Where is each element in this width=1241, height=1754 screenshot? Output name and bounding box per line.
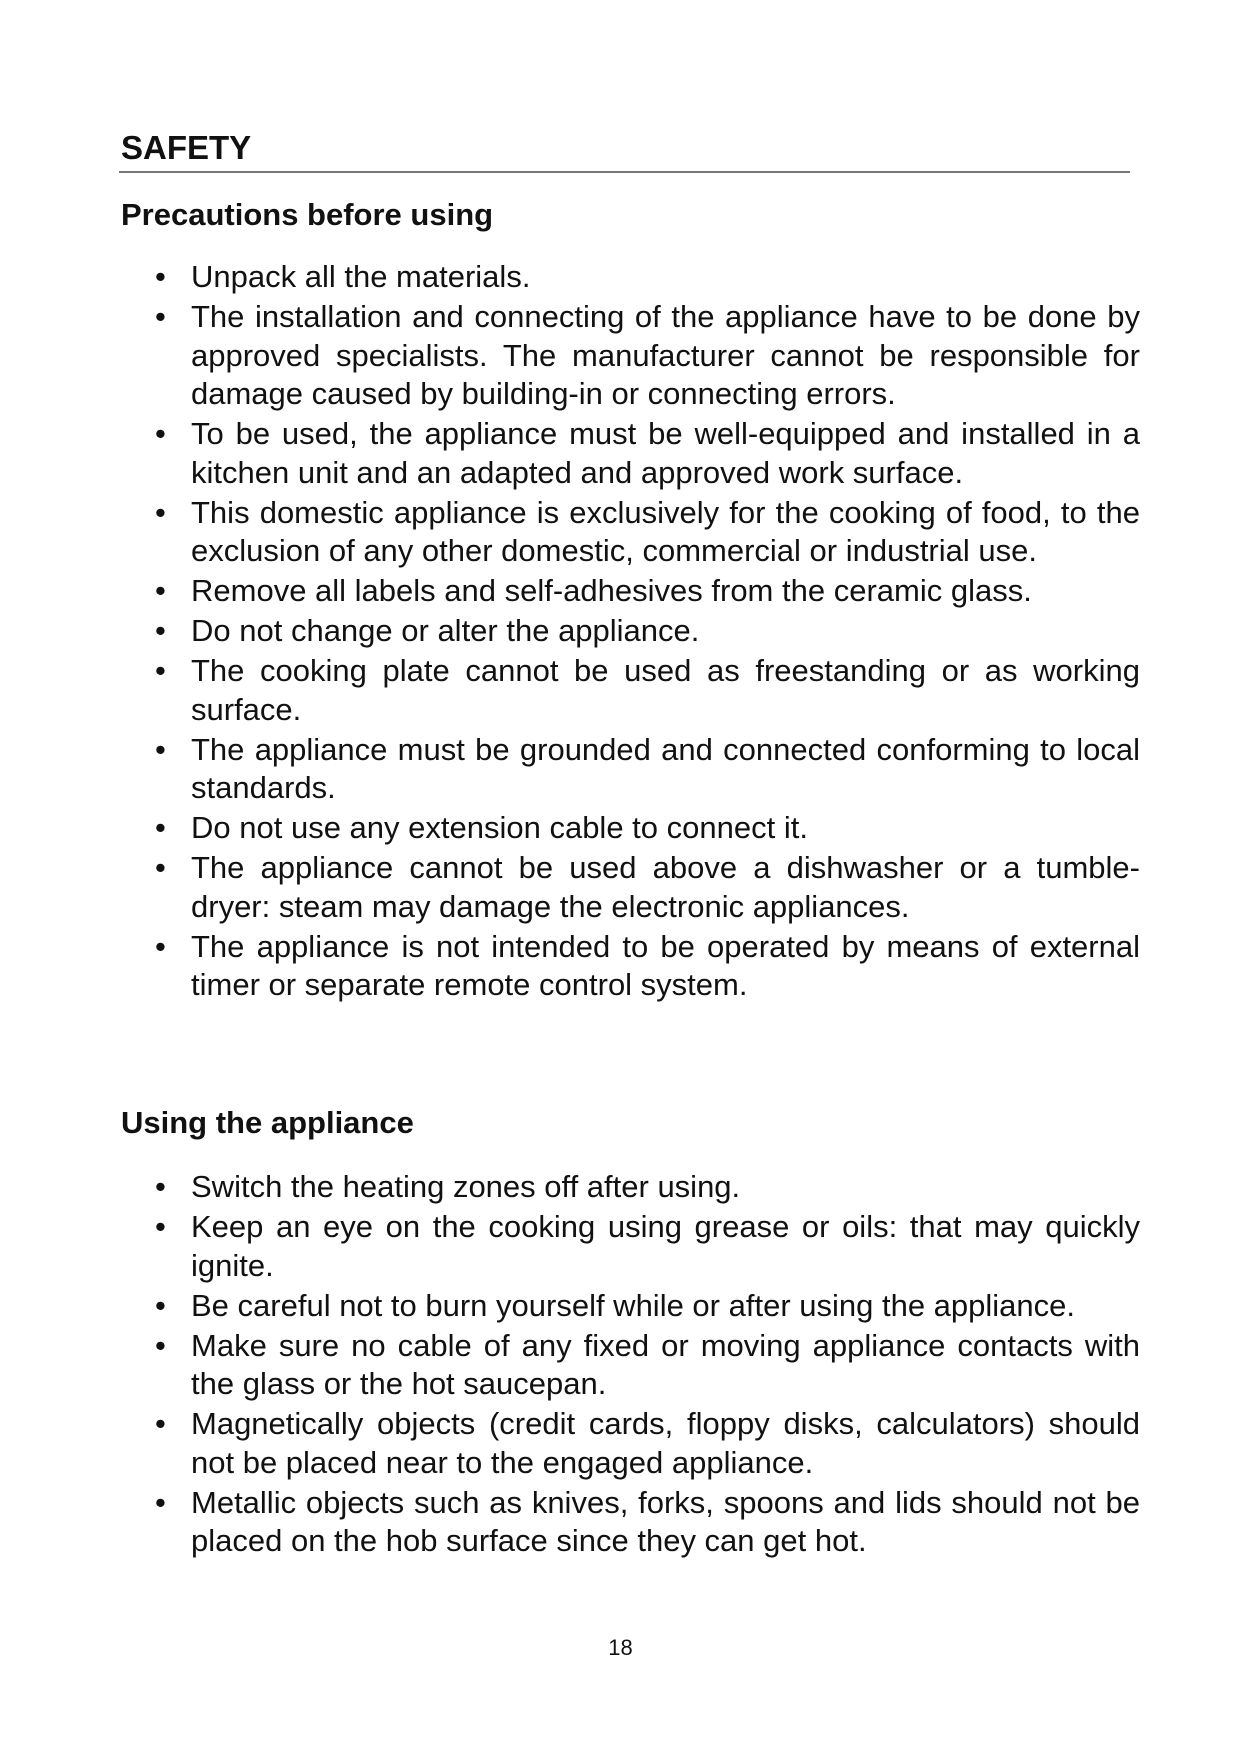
bullet-icon: • [155, 494, 166, 530]
bullet-icon: • [155, 1327, 166, 1363]
list-item-text: Magnetically objects (credit cards, floppy disks, calculators) should not be placed near to the engaged appliance. [191, 1406, 1140, 1480]
list-item-text: Metallic objects such as knives, forks, spoons and lids should not be placed on the hob surface since they can get hot. [191, 1484, 1140, 1558]
bullet-icon: • [155, 259, 166, 294]
list-item [155, 612, 1140, 651]
bullet-icon: • [155, 850, 166, 885]
bullet-icon: • [155, 653, 166, 688]
list-item [155, 258, 1140, 297]
bullet-icon: • [155, 928, 166, 964]
list-item [155, 572, 1140, 611]
list-item-text: The appliance must be grounded and connected conforming to local standards. [191, 731, 1140, 805]
list-item-text: Switch the heating zones off after using. [191, 1169, 741, 1204]
bullet-icon: • [155, 810, 166, 845]
list-item-text: Make sure no cable of any fixed or moving appliance contacts with the glass or the hot saucepan. [191, 1327, 1140, 1401]
list-item [155, 731, 1140, 808]
list-item [155, 1484, 1140, 1561]
bullet-icon: • [155, 1287, 166, 1323]
list-item [155, 1208, 1140, 1285]
bullet-icon: • [155, 416, 166, 451]
bullet-icon: • [155, 613, 166, 648]
bullet-icon: • [155, 299, 166, 334]
section-heading-precautions: Precautions before using [121, 197, 494, 232]
precautions-list [155, 258, 1140, 1006]
list-item [155, 1287, 1140, 1326]
list-item-text: To be used, the appliance must be well-equipped and installed in a kitchen unit and an adapted and approved work surface. [191, 416, 1140, 490]
page-title: SAFETY [121, 129, 252, 166]
list-item-text: The cooking plate cannot be used as freestanding or as working surface. [191, 653, 1140, 727]
list-item [155, 849, 1140, 926]
list-item-text: This domestic appliance is exclusively for the cooking of food, to the exclusion of any other domestic, commercial or industrial use. [191, 494, 1140, 568]
list-item-text: Be careful not to burn yourself while or after using the appliance. [191, 1287, 1076, 1323]
list-item-text: The appliance cannot be used above a dishwasher or a tumble-dryer: steam may damage the electronic appliances. [191, 850, 1140, 924]
bullet-icon: • [155, 731, 166, 767]
list-item-text: The installation and connecting of the appliance have to be done by approved specialists. The manufacturer cannot be responsible for damage caused by building-in or connecting errors. [191, 299, 1140, 411]
list-item [155, 809, 1140, 848]
bullet-icon: • [155, 1484, 166, 1520]
list-item-text: Keep an eye on the cooking using grease or oils: that may quickly ignite. [191, 1209, 1140, 1283]
list-item [155, 1405, 1140, 1482]
list-item-text: Do not use any extension cable to connect it. [191, 810, 808, 845]
list-item [155, 415, 1140, 492]
list-item-text: Do not change or alter the appliance. [191, 613, 700, 648]
list-item-text: Unpack all the materials. [191, 259, 531, 294]
bullet-icon: • [155, 1406, 166, 1441]
using-list [155, 1168, 1140, 1562]
bullet-icon: • [155, 573, 166, 608]
list-item [155, 494, 1140, 571]
list-item [155, 298, 1140, 414]
bullet-icon: • [155, 1209, 166, 1244]
list-item [155, 652, 1140, 729]
list-item [155, 928, 1140, 1005]
list-item-text: The appliance is not intended to be operated by means of external timer or separate remote control system. [191, 928, 1140, 1002]
list-item [155, 1327, 1140, 1404]
list-item [155, 1168, 1140, 1207]
list-item-text: Remove all labels and self-adhesives from the ceramic glass. [191, 573, 1032, 608]
title-divider [119, 171, 1130, 173]
section-heading-using: Using the appliance [121, 1105, 414, 1140]
bullet-icon: • [155, 1169, 166, 1204]
page-number: 18 [608, 1635, 633, 1660]
